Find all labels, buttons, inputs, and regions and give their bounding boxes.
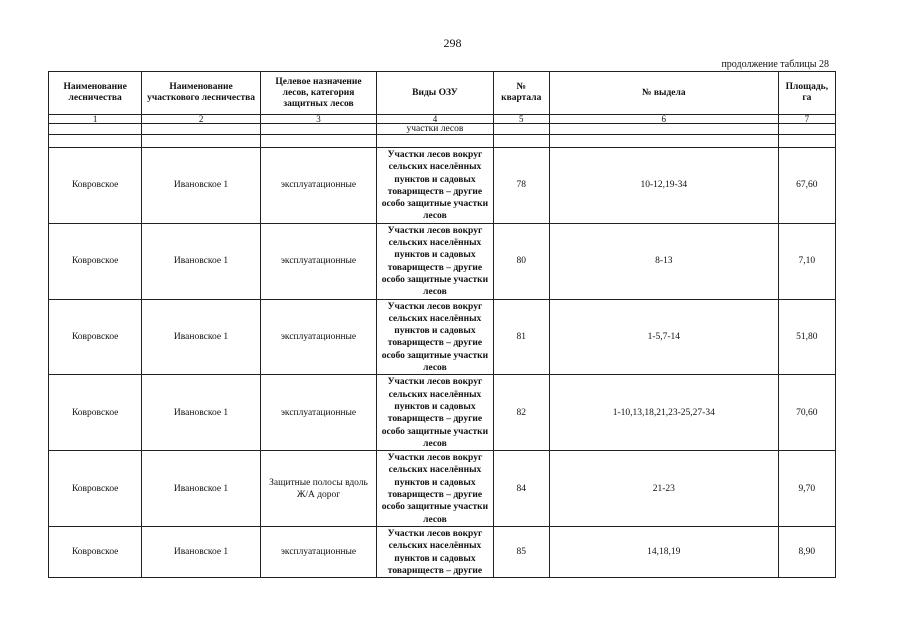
area-cell: 8,90 — [778, 526, 835, 577]
ozu-cell: Участки лесов вокруг сельских населённых пунктов и садовых товариществ – другие особо защитные участки лесов — [377, 148, 493, 224]
column-number: 1 — [49, 115, 142, 124]
district-cell: Ивановское 1 — [142, 299, 260, 375]
table-row — [49, 375, 836, 451]
forest-table — [48, 71, 836, 578]
plots-cell: 10-12,19-34 — [549, 148, 778, 224]
quarter-cell: 78 — [493, 148, 549, 224]
purpose-cell: эксплуатационные — [260, 526, 376, 577]
purpose-cell: эксплуатационные — [260, 375, 376, 451]
ozu-cell: Участки лесов вокруг сельских населённых пунктов и садовых товариществ – другие особо защитные участки лесов — [377, 223, 493, 299]
column-number: 7 — [778, 115, 835, 124]
forestry-cell: Ковровское — [49, 526, 142, 577]
header-quarter: № квартала — [493, 72, 549, 115]
header-plots: № выдела — [549, 72, 778, 115]
header-purpose: Целевое назначение лесов, категория защитных лесов — [260, 72, 376, 115]
plots-cell: 14,18,19 — [549, 526, 778, 577]
plots-cell: 1-5,7-14 — [549, 299, 778, 375]
table-row — [49, 526, 836, 577]
quarter-cell: 81 — [493, 299, 549, 375]
continued-ozu-fragment: участки лесов — [377, 124, 493, 135]
page-number: 298 — [443, 36, 462, 50]
header-district: Наименование участкового лесничества — [142, 72, 260, 115]
district-cell: Ивановское 1 — [142, 223, 260, 299]
area-cell: 70,60 — [778, 375, 835, 451]
forestry-cell: Ковровское — [49, 451, 142, 527]
continued-row — [49, 124, 836, 135]
continuation-label: продолжение таблицы 28 — [721, 59, 829, 70]
plots-cell: 8-13 — [549, 223, 778, 299]
quarter-cell: 84 — [493, 451, 549, 527]
forestry-cell: Ковровское — [49, 375, 142, 451]
column-number-row — [49, 115, 836, 124]
forestry-cell: Ковровское — [49, 299, 142, 375]
ozu-cell: Участки лесов вокруг сельских населённых пунктов и садовых товариществ – другие особо защитные участки лесов — [377, 451, 493, 527]
district-cell: Ивановское 1 — [142, 148, 260, 224]
header-row — [49, 72, 836, 115]
quarter-cell: 80 — [493, 223, 549, 299]
purpose-cell: эксплуатационные — [260, 148, 376, 224]
plots-cell: 21-23 — [549, 451, 778, 527]
ozu-cell: Участки лесов вокруг сельских населённых пунктов и садовых товариществ – другие особо защитные участки лесов — [377, 375, 493, 451]
spacer-row — [49, 135, 836, 148]
district-cell: Ивановское 1 — [142, 451, 260, 527]
purpose-cell: Защитные полосы вдоль Ж/А дорог — [260, 451, 376, 527]
district-cell: Ивановское 1 — [142, 375, 260, 451]
quarter-cell: 82 — [493, 375, 549, 451]
table-row — [49, 223, 836, 299]
column-number: 3 — [260, 115, 376, 124]
table-row — [49, 148, 836, 224]
area-cell: 9,70 — [778, 451, 835, 527]
column-number: 4 — [377, 115, 493, 124]
forestry-cell: Ковровское — [49, 223, 142, 299]
purpose-cell: эксплуатационные — [260, 223, 376, 299]
ozu-cell: Участки лесов вокруг сельских населённых пунктов и садовых товариществ – другие — [377, 526, 493, 577]
header-ozu: Виды ОЗУ — [377, 72, 493, 115]
ozu-cell: Участки лесов вокруг сельских населённых пунктов и садовых товариществ – другие особо защитные участки лесов — [377, 299, 493, 375]
header-forestry: Наименование лесничества — [49, 72, 142, 115]
district-cell: Ивановское 1 — [142, 526, 260, 577]
table-row — [49, 451, 836, 527]
forestry-cell: Ковровское — [49, 148, 142, 224]
column-number: 5 — [493, 115, 549, 124]
plots-cell: 1-10,13,18,21,23-25,27-34 — [549, 375, 778, 451]
area-cell: 51,80 — [778, 299, 835, 375]
table-row — [49, 299, 836, 375]
purpose-cell: эксплуатационные — [260, 299, 376, 375]
area-cell: 7,10 — [778, 223, 835, 299]
column-number: 2 — [142, 115, 260, 124]
header-area: Площадь, га — [778, 72, 835, 115]
area-cell: 67,60 — [778, 148, 835, 224]
quarter-cell: 85 — [493, 526, 549, 577]
column-number: 6 — [549, 115, 778, 124]
